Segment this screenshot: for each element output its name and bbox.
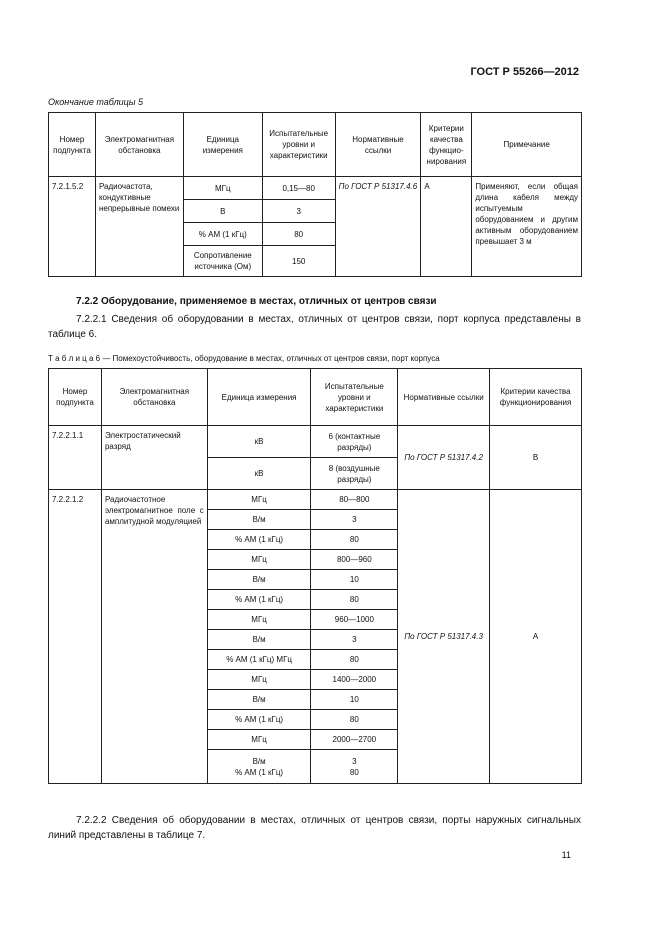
table6-level: 3 bbox=[311, 510, 398, 530]
table5-unit: В bbox=[183, 200, 262, 223]
table6-header-cell: Критерии качества функционирования bbox=[490, 369, 582, 426]
table6-level: 80 bbox=[311, 590, 398, 610]
table6-env: Электростатический разряд bbox=[101, 426, 207, 490]
table5-env: Радиочастота, кондуктивные непрерывные помехи bbox=[95, 177, 183, 277]
table-row bbox=[49, 177, 582, 200]
table5-header-cell: Испытательные уровни и характеристики bbox=[262, 113, 335, 177]
table6-unit: В/м bbox=[207, 570, 311, 590]
table6-header-cell: Нормативные ссылки bbox=[398, 369, 490, 426]
table6-ref: По ГОСТ Р 51317.4.3 bbox=[398, 490, 490, 784]
table6-level: 3 bbox=[311, 630, 398, 650]
table5-level: 3 bbox=[262, 200, 335, 223]
table6-level: 10 bbox=[311, 690, 398, 710]
table6-env: Радиочастотное электромагнитное поле с амплитудной модуляцией bbox=[101, 490, 207, 784]
table6-level-line: 3 bbox=[352, 756, 357, 766]
table6-level: 800—960 bbox=[311, 550, 398, 570]
table6-crit: А bbox=[490, 490, 582, 784]
table6-level: 2000—2700 bbox=[311, 730, 398, 750]
table6-caption: Т а б л и ц а 6 — Помехоустойчивость, оборудование в местах, отличных от центров связи, порт корпуса bbox=[48, 354, 440, 363]
table5-level: 0,15—80 bbox=[262, 177, 335, 200]
table5-level: 150 bbox=[262, 246, 335, 277]
table6-header-cell: Номер подпункта bbox=[49, 369, 102, 426]
table-row bbox=[49, 490, 582, 510]
table6-level: 80 bbox=[311, 710, 398, 730]
table6-level: 8 (воздушные разряды) bbox=[311, 458, 398, 490]
table6-unit: МГц bbox=[207, 610, 311, 630]
table6-header-cell: Единица измерения bbox=[207, 369, 311, 426]
paragraph-7-2-2-1: 7.2.2.1 Сведения об оборудовании в местах, отличных от центров связи, порт корпуса представлены в таблице 6. bbox=[48, 314, 581, 340]
table6-unit bbox=[207, 750, 311, 784]
table5-note: Применяют, если общая длина кабеля между испытуемым оборудованием и другим активным оборудованием превышает 3 м bbox=[472, 177, 582, 277]
table6-level: 80 bbox=[311, 650, 398, 670]
table6-level: 80—800 bbox=[311, 490, 398, 510]
table5-unit: Сопротивление источника (Ом) bbox=[183, 246, 262, 277]
table-5 bbox=[48, 112, 582, 277]
table6-unit-line: В/м bbox=[252, 756, 266, 766]
table5-header-cell: Нормативные ссылки bbox=[335, 113, 421, 177]
table5-header-cell: Единица измерения bbox=[183, 113, 262, 177]
table6-header-cell: Испытательные уровни и характеристики bbox=[311, 369, 398, 426]
table-row bbox=[49, 426, 582, 458]
table6-header-cell: Электромагнитная обстановка bbox=[101, 369, 207, 426]
table6-unit: МГц bbox=[207, 490, 311, 510]
table5-crit: А bbox=[421, 177, 472, 277]
paragraph-7-2-2-2: 7.2.2.2 Сведения об оборудовании в местах, отличных от центров связи, порты наружных сигнальных линий представлены в таблице 7. bbox=[48, 815, 581, 841]
table6-num: 7.2.2.1.1 bbox=[49, 426, 102, 490]
table6-unit: В/м bbox=[207, 630, 311, 650]
table6-unit: В/м bbox=[207, 510, 311, 530]
table6-unit: МГц bbox=[207, 670, 311, 690]
table6-level: 1400—2000 bbox=[311, 670, 398, 690]
table6-unit: % АМ (1 кГц) bbox=[207, 530, 311, 550]
table5-level: 80 bbox=[262, 223, 335, 246]
standard-designation: ГОСТ Р 55266—2012 bbox=[470, 66, 579, 78]
table6-unit: МГц bbox=[207, 730, 311, 750]
table6-unit: В/м bbox=[207, 690, 311, 710]
table6-level bbox=[311, 750, 398, 784]
table6-unit: МГц bbox=[207, 550, 311, 570]
table-6 bbox=[48, 368, 582, 784]
table6-unit: % АМ (1 кГц) МГц bbox=[207, 650, 311, 670]
table5-ref: По ГОСТ Р 51317.4.6 bbox=[335, 177, 421, 277]
table6-unit-line: % АМ (1 кГц) bbox=[235, 767, 284, 777]
table5-header-cell: Номер подпункта bbox=[49, 113, 96, 177]
table5-num: 7.2.1.5.2 bbox=[49, 177, 96, 277]
table6-unit: % АМ (1 кГц) bbox=[207, 710, 311, 730]
table6-unit: кВ bbox=[207, 426, 311, 458]
table5-header-row bbox=[49, 113, 582, 177]
table5-header-cell: Критерии качества функцио-нирования bbox=[421, 113, 472, 177]
table6-num: 7.2.2.1.2 bbox=[49, 490, 102, 784]
section-heading: 7.2.2 Оборудование, применяемое в местах, отличных от центров связи bbox=[76, 296, 437, 307]
table6-level: 10 bbox=[311, 570, 398, 590]
table6-ref: По ГОСТ Р 51317.4.2 bbox=[398, 426, 490, 490]
table5-caption: Окончание таблицы 5 bbox=[48, 97, 143, 107]
table5-header-cell: Электромагнитная обстановка bbox=[95, 113, 183, 177]
table6-level: 6 (контактные разряды) bbox=[311, 426, 398, 458]
table6-level: 960—1000 bbox=[311, 610, 398, 630]
table6-unit: % АМ (1 кГц) bbox=[207, 590, 311, 610]
table6-level-line: 80 bbox=[349, 767, 359, 777]
table5-header-cell: Примечание bbox=[472, 113, 582, 177]
table6-crit: В bbox=[490, 426, 582, 490]
table6-unit: кВ bbox=[207, 458, 311, 490]
table5-unit: % АМ (1 кГц) bbox=[183, 223, 262, 246]
table5-unit: МГц bbox=[183, 177, 262, 200]
page-number: 11 bbox=[561, 850, 571, 860]
table6-header-row bbox=[49, 369, 582, 426]
table6-level: 80 bbox=[311, 530, 398, 550]
